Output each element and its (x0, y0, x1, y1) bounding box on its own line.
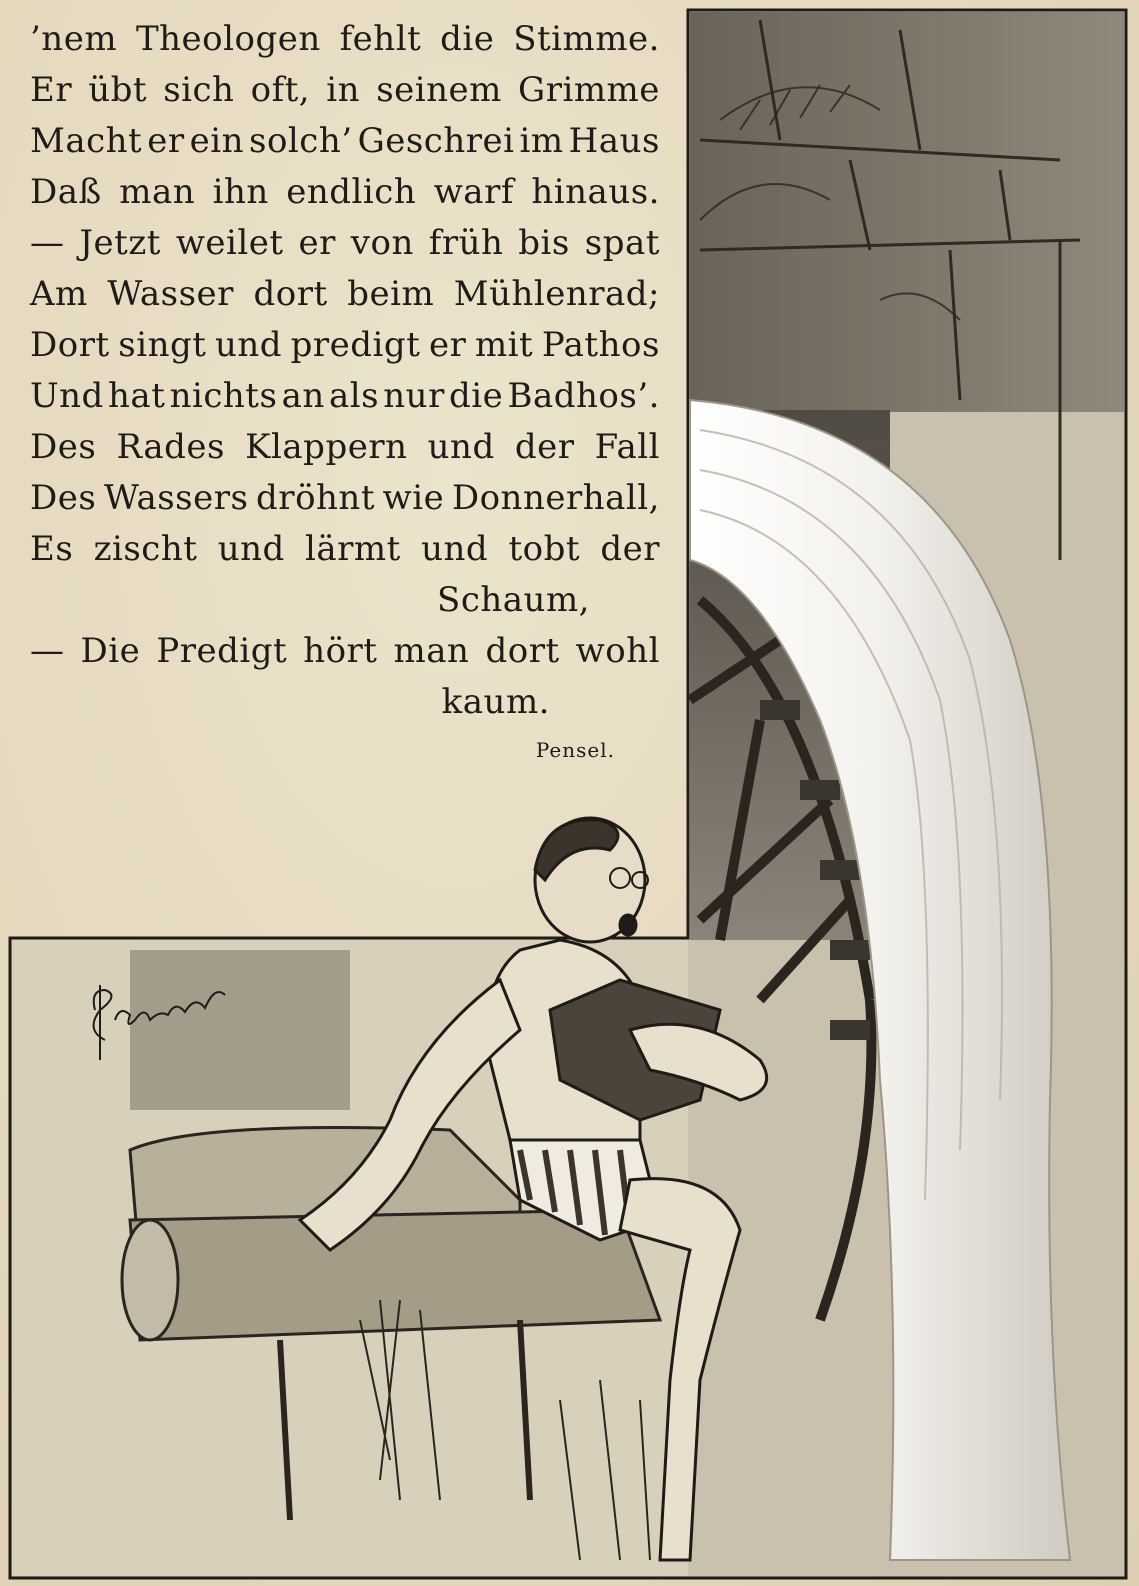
poem-line-10: Des Wassers dröhnt wie Donnerhall, (30, 478, 660, 518)
poem-line-8: Und hat nichts an als nur die Badhos’. (30, 376, 660, 416)
poem-line-12: Schaum, (437, 580, 590, 620)
poem-line-9: Des Rades Klappern und der Fall (30, 427, 660, 467)
poem-author: Pensel. (535, 738, 615, 762)
poem-line-4: Daß man ihn endlich warf hinaus. (30, 172, 660, 212)
poem-line-1: ’nem Theologen fehlt die Stimme. (30, 19, 660, 59)
poem-line-2: Er übt sich oft, in seinem Grimme (30, 70, 660, 110)
poem-line-3: Macht er ein solch’ Geschrei im Haus (30, 121, 660, 161)
poem-line-14: kaum. (441, 682, 550, 722)
poem-line-5: — Jetzt weilet er von früh bis spat (30, 223, 660, 263)
poem-line-13: — Die Predigt hört man dort wohl (30, 631, 660, 671)
poem-line-11: Es zischt und lärmt und tobt der (30, 529, 660, 569)
poem-line-6: Am Wasser dort beim Mühlenrad; (30, 274, 660, 314)
poem-line-7: Dort singt und predigt er mit Pathos (30, 325, 660, 365)
